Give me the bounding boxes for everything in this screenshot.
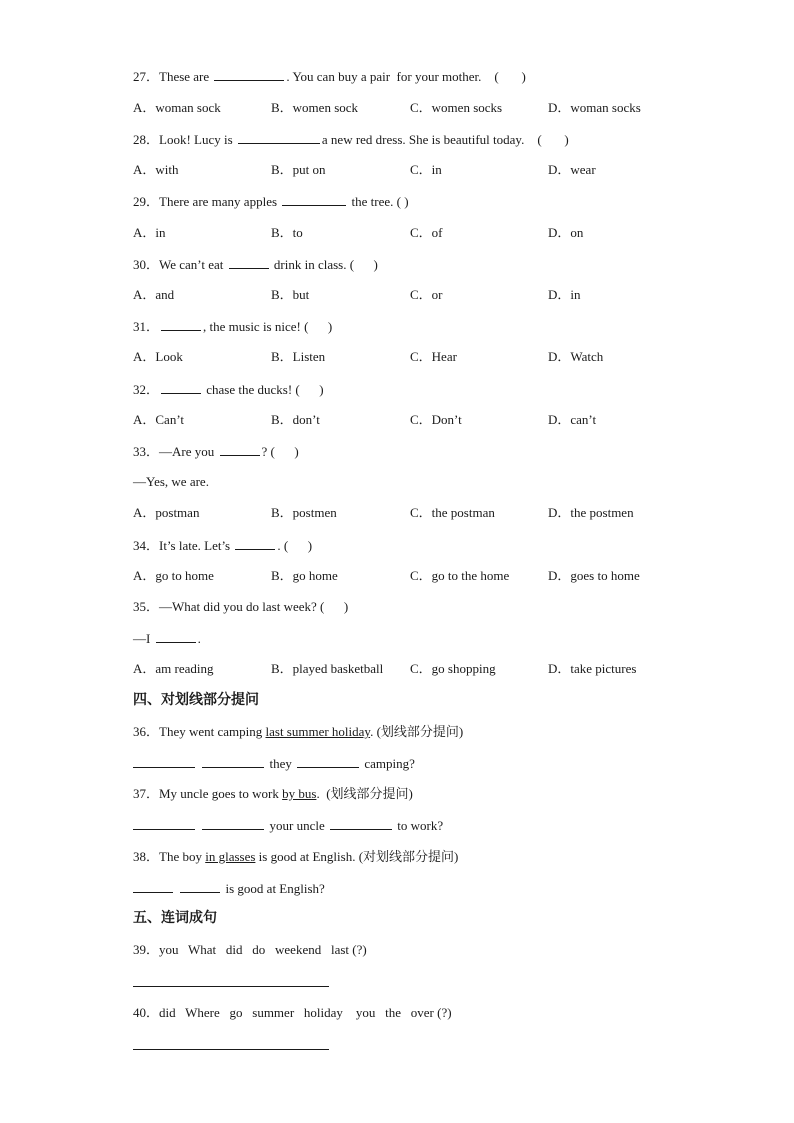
option-a[interactable]: A．Can’t — [133, 412, 185, 427]
option-a[interactable]: A．woman sock — [133, 100, 221, 115]
option-b[interactable]: B．Listen — [271, 349, 326, 364]
answer-blank[interactable] — [282, 193, 346, 206]
answer-blank[interactable] — [297, 755, 359, 768]
answer-line-38: is good at English? — [133, 880, 325, 897]
option-d[interactable]: D．goes to home — [548, 568, 640, 583]
option-d[interactable]: D．on — [548, 225, 584, 240]
answer-blank[interactable] — [202, 755, 264, 768]
option-d[interactable]: D．wear — [548, 162, 596, 177]
answer-blank[interactable] — [330, 817, 392, 830]
answer-blank[interactable] — [161, 318, 201, 331]
dialogue-reply: —Yes, we are. — [133, 474, 209, 489]
answer-blank[interactable] — [156, 630, 196, 643]
option-b[interactable]: B．but — [271, 287, 310, 302]
question-27: 27．These are . You can buy a pair for your mother. ( ) — [133, 69, 526, 84]
question-35: 35．—What did you do last week? ( ) — [133, 599, 349, 614]
answer-line-36: they camping? — [133, 755, 415, 772]
answer-blank[interactable] — [238, 131, 320, 144]
option-a[interactable]: A．postman — [133, 505, 200, 520]
option-d[interactable]: D．woman socks — [548, 100, 641, 115]
option-b[interactable]: B．postmen — [271, 505, 337, 520]
question-28: 28．Look! Lucy is a new red dress. She is beautiful today. ( ) — [133, 132, 569, 147]
option-a[interactable]: A．in — [133, 225, 166, 240]
option-a[interactable]: A．with — [133, 162, 179, 177]
option-c[interactable]: C．go to the home — [410, 568, 510, 583]
question-39: 39．you What did do weekend last (?) — [133, 942, 367, 957]
answer-blank[interactable] — [161, 381, 201, 394]
answer-blank[interactable] — [220, 443, 260, 456]
question-30: 30．We can’t eat drink in class. ( ) — [133, 257, 378, 272]
answer-line-39[interactable] — [133, 986, 329, 987]
option-c[interactable]: C．of — [410, 225, 443, 240]
question-37: 37．My uncle goes to work by bus. (划线部分提问) — [133, 786, 413, 801]
option-b[interactable]: B．don’t — [271, 412, 320, 427]
question-34: 34．It’s late. Let’s . ( ) — [133, 538, 313, 553]
option-d[interactable]: D．Watch — [548, 349, 604, 364]
option-d[interactable]: D．can’t — [548, 412, 597, 427]
option-d[interactable]: D．the postmen — [548, 505, 634, 520]
option-c[interactable]: C．or — [410, 287, 443, 302]
option-d[interactable]: D．in — [548, 287, 581, 302]
question-38: 38．The boy in glasses is good at English. (对划线部分提问) — [133, 849, 459, 864]
question-36: 36．They went camping last summer holiday. (划线部分提问) — [133, 724, 464, 739]
underlined-phrase: in glasses — [205, 849, 256, 864]
section-5-title: 五、连词成句 — [133, 910, 217, 926]
option-b[interactable]: B．to — [271, 225, 303, 240]
question-32: 32． chase the ducks! ( ) — [133, 382, 324, 397]
answer-blank[interactable] — [133, 755, 195, 768]
answer-blank[interactable] — [202, 817, 264, 830]
question-29: 29．There are many apples the tree. ( ) — [133, 194, 409, 209]
answer-line-37: your uncle to work? — [133, 817, 443, 834]
question-31: 31． , the music is nice! ( ) — [133, 319, 333, 334]
option-c[interactable]: C．women socks — [410, 100, 503, 115]
option-a[interactable]: A．Look — [133, 349, 183, 364]
option-b[interactable]: B．put on — [271, 162, 326, 177]
dialogue-reply: —I . — [133, 631, 201, 646]
option-c[interactable]: C．go shopping — [410, 661, 496, 676]
option-c[interactable]: C．Hear — [410, 349, 457, 364]
underlined-phrase: last summer holiday — [265, 724, 371, 739]
option-b[interactable]: B．women sock — [271, 100, 359, 115]
option-a[interactable]: A．am reading — [133, 661, 214, 676]
question-33: 33．—Are you ? ( ) — [133, 444, 299, 459]
answer-line-40[interactable] — [133, 1049, 329, 1050]
answer-blank[interactable] — [133, 880, 173, 893]
option-a[interactable]: A．go to home — [133, 568, 214, 583]
option-b[interactable]: B．go home — [271, 568, 338, 583]
option-b[interactable]: B．played basketball — [271, 661, 384, 676]
question-40: 40．did Where go summer holiday you the over (?) — [133, 1005, 452, 1020]
answer-blank[interactable] — [180, 880, 220, 893]
answer-blank[interactable] — [229, 256, 269, 269]
section-4-title: 四、对划线部分提问 — [133, 692, 259, 708]
answer-blank[interactable] — [214, 68, 284, 81]
option-c[interactable]: C．the postman — [410, 505, 495, 520]
option-a[interactable]: A．and — [133, 287, 175, 302]
answer-blank[interactable] — [235, 537, 275, 550]
option-c[interactable]: C．Don’t — [410, 412, 462, 427]
answer-blank[interactable] — [133, 817, 195, 830]
option-c[interactable]: C．in — [410, 162, 442, 177]
underlined-phrase: by bus — [282, 786, 317, 801]
option-d[interactable]: D．take pictures — [548, 661, 637, 676]
